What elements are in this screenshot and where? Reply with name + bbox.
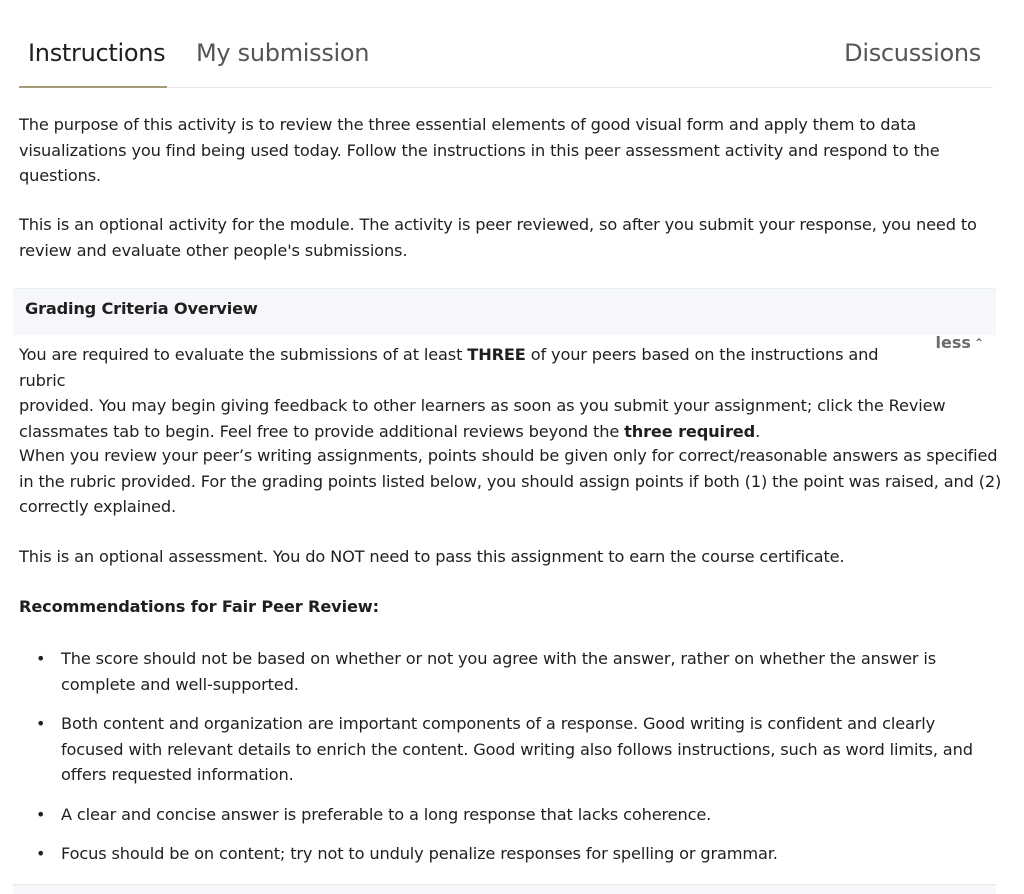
less-toggle-button[interactable]	[936, 333, 984, 352]
text-line: provided. You may begin giving feedback to other learners as soon as you submit your assignment; click the Review	[19, 396, 946, 415]
bullet-icon: •	[36, 649, 46, 668]
intro-paragraph-2	[19, 212, 994, 263]
text-line: in the rubric provided. For the grading points listed below, you should assign points if both (1) the point was raised, and (2)	[19, 471, 1002, 491]
active-tab-indicator	[19, 86, 167, 88]
tab-my-submission[interactable]: My submission	[196, 39, 370, 67]
list-item	[19, 646, 994, 697]
tab-instructions[interactable]: Instructions	[28, 39, 166, 67]
text-line: When you review your peer’s writing assignments, points should be given only for correct/reasonable answers as specified	[19, 446, 998, 465]
text-line: This is an optional activity for the module. The activity is peer reviewed, so after you submit your response, you need to	[19, 215, 977, 234]
text-line: focused with relevant details to enrich the content. Good writing also follows instructions, such as word limits, and	[61, 739, 973, 759]
text-span: of your peers based on the instructions and rubric	[19, 345, 879, 390]
text-span: .	[755, 421, 761, 441]
list-item	[19, 841, 994, 867]
text-line: correctly explained.	[19, 497, 176, 516]
text-line: Both content and organization are important components of a response. Good writing is confident and clearly	[61, 714, 936, 733]
grading-criteria-header	[13, 288, 996, 335]
text-span: You are required to evaluate the submissions of at least	[19, 345, 468, 364]
recommendations-title: Recommendations for Fair Peer Review:	[19, 597, 379, 616]
grading-criteria-title: Grading Criteria Overview	[25, 299, 258, 318]
chevron-up-icon: ⌃	[973, 336, 984, 350]
grading-paragraph-1	[19, 342, 946, 444]
bullet-icon: •	[36, 714, 46, 733]
text-line	[19, 419, 919, 445]
text-line: visualizations you find being used today. Follow the instructions in this peer assessment activity and respond to the	[19, 140, 940, 160]
recommendations-list	[19, 646, 994, 881]
next-section-header	[13, 884, 996, 894]
bullet-icon: •	[36, 844, 46, 863]
text-line: questions.	[19, 166, 102, 185]
text-span: classmates tab to begin. Feel free to provide additional reviews beyond the	[19, 421, 625, 441]
text-line: A clear and concise answer is preferable to a long response that lacks coherence.	[61, 804, 712, 824]
list-item	[19, 802, 994, 828]
text-line: Focus should be on content; try not to unduly penalize responses for spelling or grammar.	[61, 844, 778, 863]
tab-discussions[interactable]: Discussions	[844, 39, 981, 67]
text-line: offers requested information.	[61, 765, 294, 784]
less-label: less	[935, 333, 971, 352]
text-line: The purpose of this activity is to review the three essential elements of good visual form and apply them to data	[19, 115, 917, 134]
text-line	[19, 342, 919, 393]
grading-paragraph-3: This is an optional assessment. You do NOT need to pass this assignment to earn the course certificate.	[19, 547, 845, 566]
grading-paragraph-2	[19, 443, 1002, 520]
emphasis-three-required: three required	[624, 421, 756, 441]
intro-paragraph-1	[19, 112, 994, 189]
list-item	[19, 711, 994, 788]
text-line: review and evaluate other people's submissions.	[19, 240, 408, 260]
emphasis-three: THREE	[467, 345, 526, 364]
tab-bar	[19, 0, 993, 88]
bullet-icon: •	[36, 804, 46, 824]
text-line: The score should not be based on whether or not you agree with the answer, rather on whether the answer is	[61, 649, 937, 668]
text-line: complete and well-supported.	[61, 674, 299, 694]
